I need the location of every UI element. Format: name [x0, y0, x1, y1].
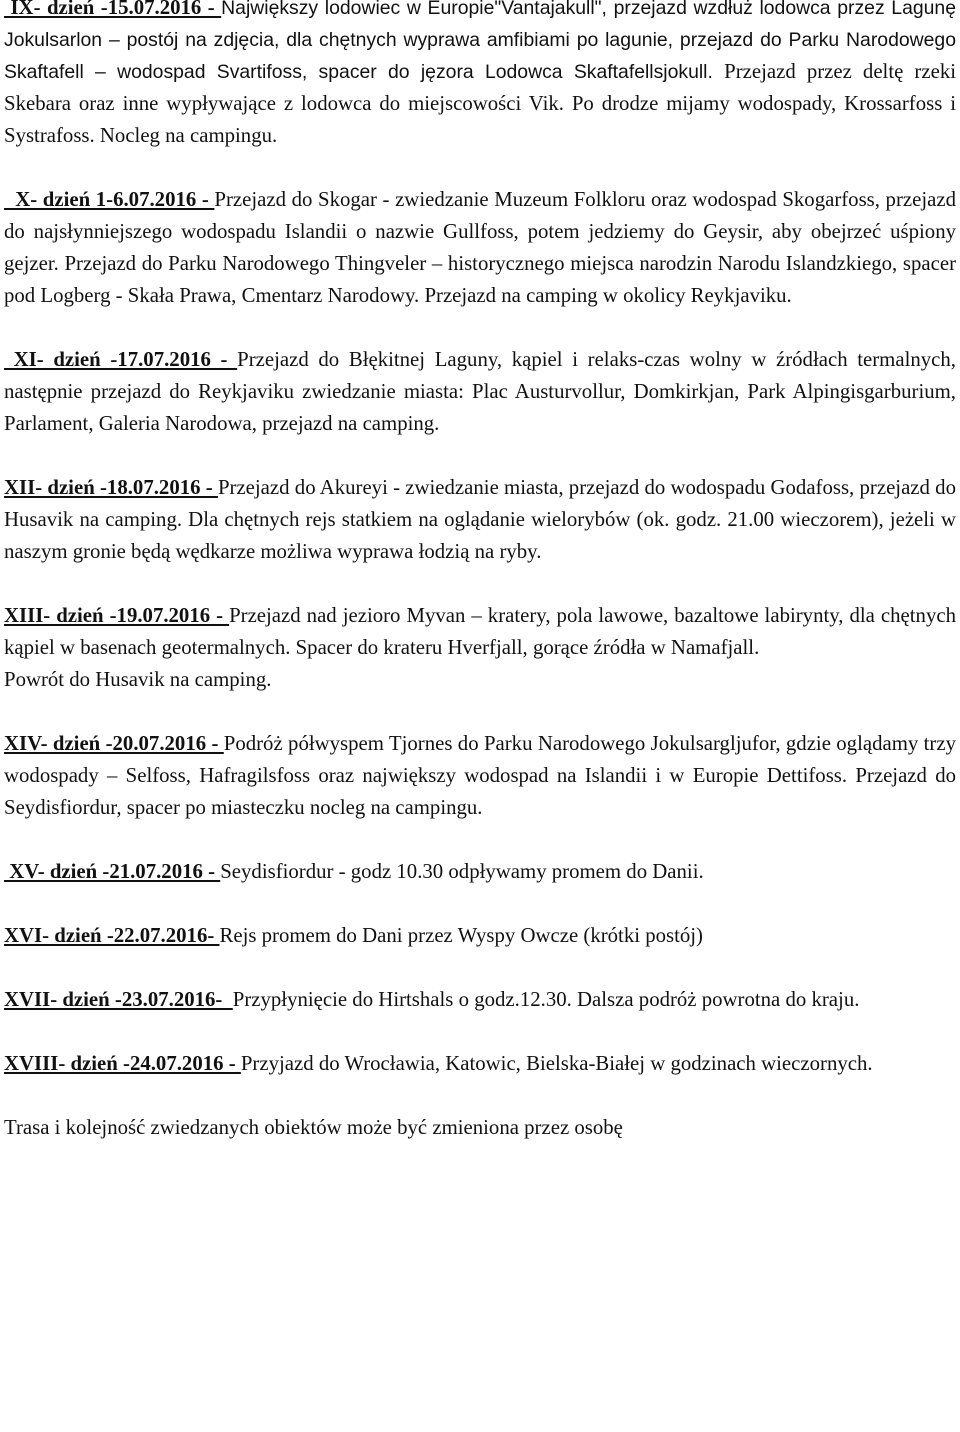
day-heading: XIII- dzień -19.07.2016 - [4, 604, 230, 627]
itinerary-day-12 [4, 472, 956, 568]
itinerary-day-18 [4, 1048, 956, 1080]
day-heading: X- dzień 1-6.07.2016 - [4, 188, 215, 211]
footer-note: Trasa i kolejność zwiedzanych obiektów może być zmieniona przez osobę [4, 1116, 623, 1139]
itinerary-day-17 [4, 984, 956, 1016]
itinerary-document [4, 0, 956, 1144]
day-heading: XI- dzień -17.07.2016 - [4, 348, 238, 371]
day-heading: XII- dzień -18.07.2016 - [4, 476, 218, 499]
day-paragraph [4, 984, 956, 1016]
day-extra-line: Powrót do Husavik na camping. [4, 668, 272, 691]
day-description: Przejazd nad jezioro Myvan – kratery, pola lawowe, bazaltowe labirynty, dla chętnych kąpiel w basenach geotermalnych. Spacer do krateru Hverfjall, gorące źródła w Namafjall. [4, 604, 956, 659]
itinerary-day-14 [4, 728, 956, 824]
day-description: Przejazd przez deltę rzeki Skebara oraz inne wypływające z lodowca do miejscowości Vik. Po drodze mijamy wodospady, Krossarfoss i Systrafoss. Nocleg na campingu. [4, 60, 956, 147]
day-paragraph [4, 184, 956, 312]
itinerary-day-10 [4, 184, 956, 312]
day-heading: XV- dzień -21.07.2016 - [4, 860, 221, 883]
day-description: Przyjazd do Wrocławia, Katowic, Bielska-Białej w godzinach wieczornych. [240, 1052, 873, 1075]
day-heading: XVII- dzień -23.07.2016- [4, 988, 233, 1011]
day-paragraph [4, 0, 956, 152]
itinerary-day-16 [4, 920, 956, 952]
day-paragraph [4, 1048, 956, 1080]
day-description: Seydisfiordur - godz 10.30 odpływamy promem do Danii. [220, 860, 704, 883]
itinerary-day-9 [4, 0, 956, 152]
itinerary-day-15 [4, 856, 956, 888]
day-description: Przejazd do Akureyi - zwiedzanie miasta, przejazd do wodospadu Godafoss, przejazd do Husavik na camping. Dla chętnych rejs statkiem na oglądanie wielorybów (ok. godz. 21.00 wieczorem), jeżeli w naszym gronie będą wędkarze możliwa wyprawa łodzią na ryby. [4, 476, 956, 563]
day-heading: XVIII- dzień -24.07.2016 - [4, 1052, 241, 1075]
day-paragraph [4, 856, 956, 888]
day-heading: XIV- dzień -20.07.2016 - [4, 732, 224, 755]
day-paragraph [4, 920, 956, 952]
day-description: Przypłynięcie do Hirtshals o godz.12.30. Dalsza podróż powrotna do kraju. [232, 988, 860, 1011]
day-description: Podróż półwyspem Tjornes do Parku Narodowego Jokulsargljufor, gdzie oglądamy trzy wodospady – Selfoss, Hafragilsfoss oraz największy wodospad na Islandii i w Europie Dettifoss. Przejazd do Seydisfiordur, spacer po miasteczku nocleg na campingu. [4, 732, 956, 819]
itinerary-day-13 [4, 600, 956, 696]
day-heading: IX- dzień -15.07.2016 - [4, 0, 222, 19]
itinerary-day-11 [4, 344, 956, 440]
day-paragraph [4, 344, 956, 440]
day-paragraph [4, 472, 956, 568]
day-description: Przejazd do Skogar - zwiedzanie Muzeum Folkloru oraz wodospad Skogarfoss, przejazd do najsłynniejszego wodospadu Islandii o nazwie Gullfoss, potem jedziemy do Geysir, aby obejrzeć uśpiony gejzer. Przejazd do Parku Narodowego Thingveler – historycznego miejsca narodzin Narodu Islandzkiego, spacer pod Logberg - Skała Prawa, Cmentarz Narodowy. Przejazd na camping w okolicy Reykjaviku. [4, 188, 956, 307]
day-description: Przejazd do Błękitnej Laguny, kąpiel i relaks-czas wolny w źródłach termalnych, następnie przejazd do Reykjaviku zwiedzanie miasta: Plac Austurvollur, Domkirkjan, Park Alpingisgarburium, Parlament, Galeria Narodowa, przejazd na camping. [4, 348, 956, 435]
day-paragraph [4, 600, 956, 664]
day-heading: XVI- dzień -22.07.2016- [4, 924, 220, 947]
day-description: Największy lodowiec w Europie"Vantajakull", przejazd wzdłuż lodowca przez Lagunę Jokulsarlon – postój na zdjęcia, dla chętnych wyprawa amfibiami po lagunie, przejazd do Parku Narodowego Skaftafell – wodospad Svartifoss, spacer do jęzora Lodowca Skaftafellsjokull. [4, 0, 957, 83]
day-description: Rejs promem do Dani przez Wyspy Owcze (krótki postój) [219, 924, 703, 947]
day-paragraph [4, 728, 956, 824]
